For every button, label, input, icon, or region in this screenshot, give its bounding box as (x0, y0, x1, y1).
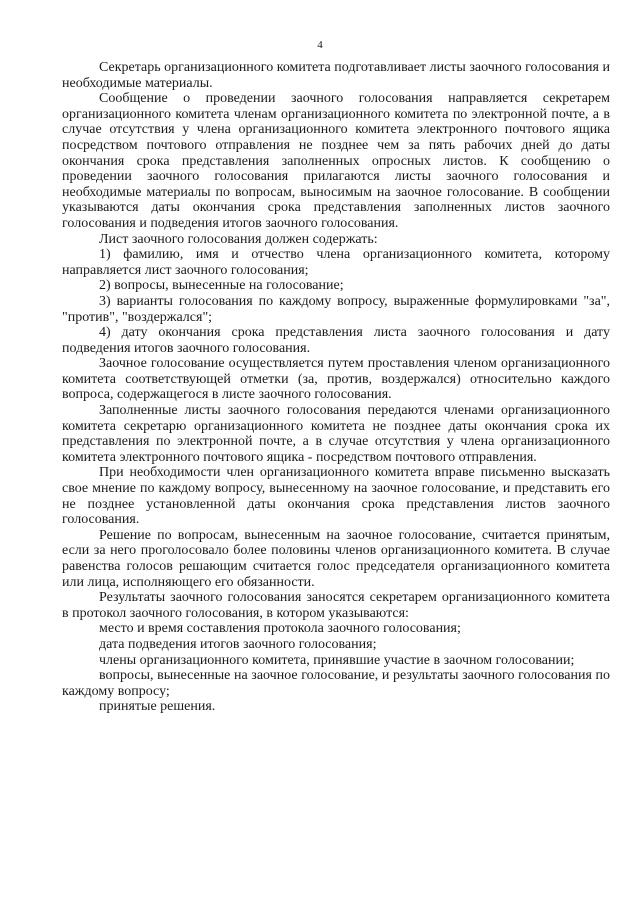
paragraph: Решение по вопросам, вынесенным на заочное голосование, считается принятым, если за него проголосовало более половины членов организационного комитета. В случае равенства голосов решающим считается голос председателя организационного комитета или лица, исполняющего его обязанности. (62, 527, 610, 590)
page-number: 4 (317, 39, 323, 51)
list-item: 1) фамилию, имя и отчество члена организационного комитета, которому направляется лист заочного голосования; (62, 247, 610, 278)
paragraph: Заполненные листы заочного голосования передаются членами организационного комитета секретарю организационного комитета не позднее даты окончания срока их представления по электронной почте, а в случае отсутствия у члена организационного комитета электронного почтового ящика - посредством почтового отправления. (62, 403, 610, 465)
document-body (62, 60, 610, 715)
list-item: 4) дату окончания срока представления листа заочного голосования и дату подведения итогов заочного голосования. (62, 325, 610, 356)
paragraph: При необходимости член организационного комитета вправе письменно высказать свое мнение по каждому вопросу, вынесенному на заочное голосование, и представить его не позднее установленной даты окончания срока представления листов заочного голосования. (62, 465, 610, 528)
list-item: 3) варианты голосования по каждому вопросу, выраженные формулировками "за", "против", "воздержался"; (62, 293, 610, 325)
list-item: члены организационного комитета, принявшие участие в заочном голосовании; (99, 652, 575, 668)
paragraph: Секретарь организационного комитета подготавливает листы заочного голосования и необходимые материалы. (62, 60, 610, 91)
list-item: принятые решения. (99, 699, 216, 715)
paragraph: Заочное голосование осуществляется путем проставления членом организационного комитета соответствующей отметки (за, против, воздержался) относительно каждого вопроса, содержащегося в листе заочного голосования. (62, 356, 610, 403)
list-item: вопросы, вынесенные на заочное голосование, и результаты заочного голосования по каждому вопросу; (62, 668, 610, 699)
list-item: место и время составления протокола заочного голосования; (99, 621, 461, 637)
list-item: 2) вопросы, вынесенные на голосование; (99, 278, 344, 294)
list-item: дата подведения итогов заочного голосования; (99, 636, 377, 652)
paragraph: Результаты заочного голосования заносятся секретарем организационного комитета в протокол заочного голосования, в котором указываются: (62, 590, 610, 621)
paragraph: Лист заочного голосования должен содержать: (99, 231, 378, 247)
paragraph: Сообщение о проведении заочного голосования направляется секретарем организационного комитета членам организационного комитета по электронной почте, а в случае отсутствия у члена организационного комитета электронного почтового ящика посредством почтового отправления не позднее чем за пять рабочих дней до даты окончания срока представления заполненных опросных листов. К сообщению о проведении заочного голосования прилагаются листы заочного голосования и необходимые материалы по вопросам, выносимым на заочное голосование. В сообщении указываются даты окончания срока представления заполненных листов заочного голосования и подведения итогов заочного голосования. (62, 91, 610, 231)
